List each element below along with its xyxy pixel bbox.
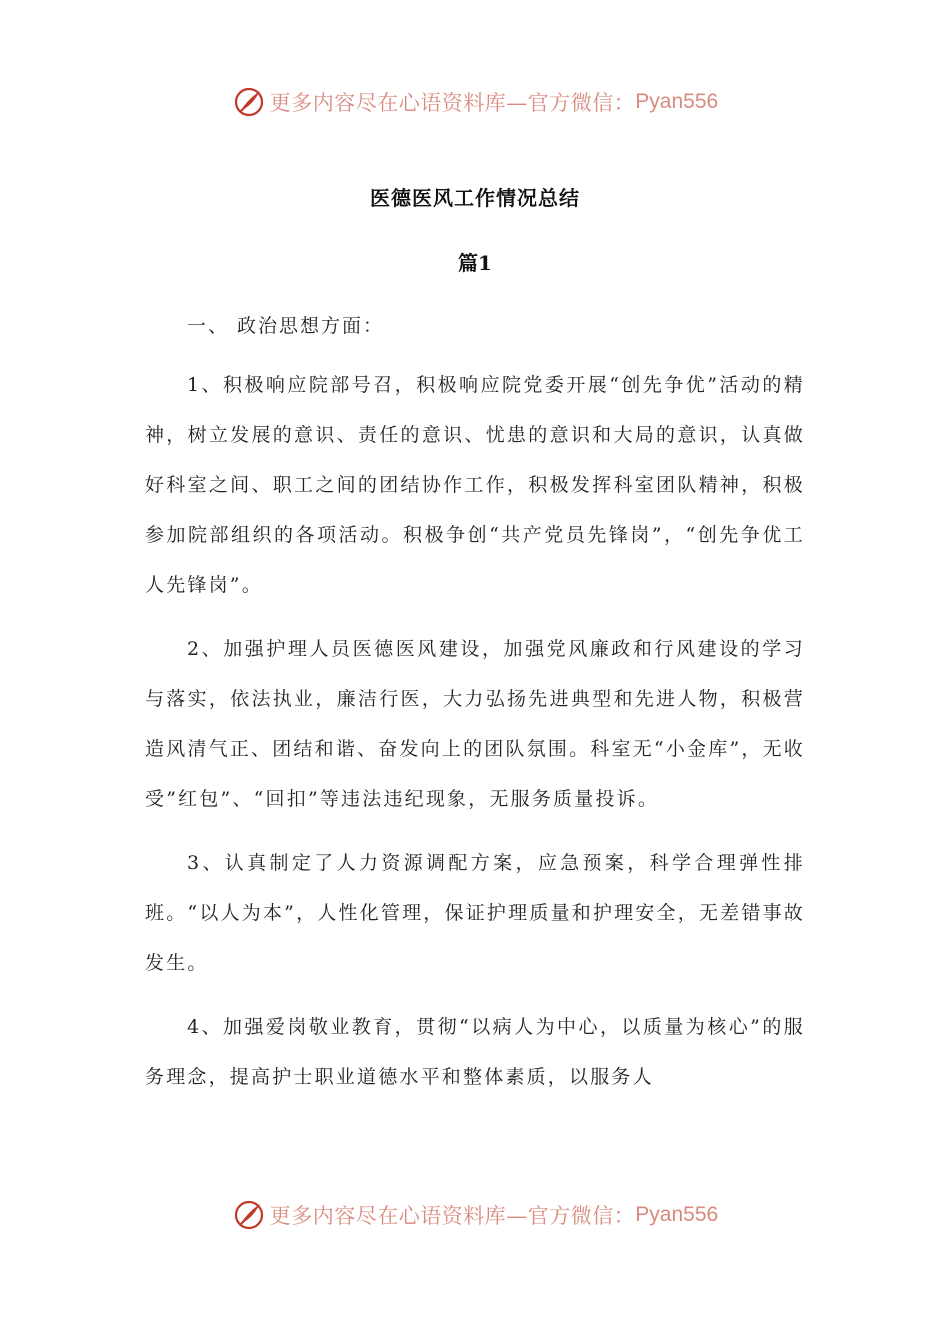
- paragraph-3: 3、认真制定了人力资源调配方案，应急预案，科学合理弹性排班。“以人为本”，人性化管理，保证护理质量和护理安全，无差错事故发生。: [145, 852, 805, 974]
- feather-pen-logo-icon: [232, 85, 266, 119]
- watermark-text: 更多内容尽在心语资料库—官方微信：: [269, 1204, 636, 1228]
- footer-watermark: [0, 1193, 950, 1237]
- watermark-wechat-id: Pyan556: [635, 90, 719, 113]
- feather-pen-logo-icon: [232, 1198, 266, 1232]
- document-body: [145, 310, 805, 1116]
- document-title: 医德医风工作情况总结: [370, 186, 580, 210]
- paragraph-1: 1、积极响应院部号召，积极响应院党委开展“创先争优”活动的精神，树立发展的意识、责任的意识、忧患的意识和大局的意识，认真做好科室之间、职工之间的团结协作工作，积极发挥科室团队精神，积极参加院部组织的各项活动。积极争创“共产党员先锋岗”，“创先争优工人先锋岗”。: [145, 374, 805, 596]
- section-heading: 一、 政治思想方面：: [187, 315, 385, 337]
- watermark-wechat-id: Pyan556: [635, 1203, 719, 1226]
- watermark-text: 更多内容尽在心语资料库—官方微信：: [269, 91, 636, 115]
- document-subtitle: 篇1: [458, 251, 492, 275]
- header-watermark: [0, 80, 950, 124]
- paragraph-4: 4、加强爱岗敬业教育，贯彻“以病人为中心，以质量为核心”的服务理念，提高护士职业道德水平和整体素质，以服务人: [145, 1016, 805, 1088]
- paragraph-2: 2、加强护理人员医德医风建设，加强党风廉政和行风建设的学习与落实，依法执业，廉洁行医，大力弘扬先进典型和先进人物，积极营造风清气正、团结和谐、奋发向上的团队氛围。科室无“小金库”，无收受”红包”、“回扣”等违法违纪现象，无服务质量投诉。: [145, 638, 805, 810]
